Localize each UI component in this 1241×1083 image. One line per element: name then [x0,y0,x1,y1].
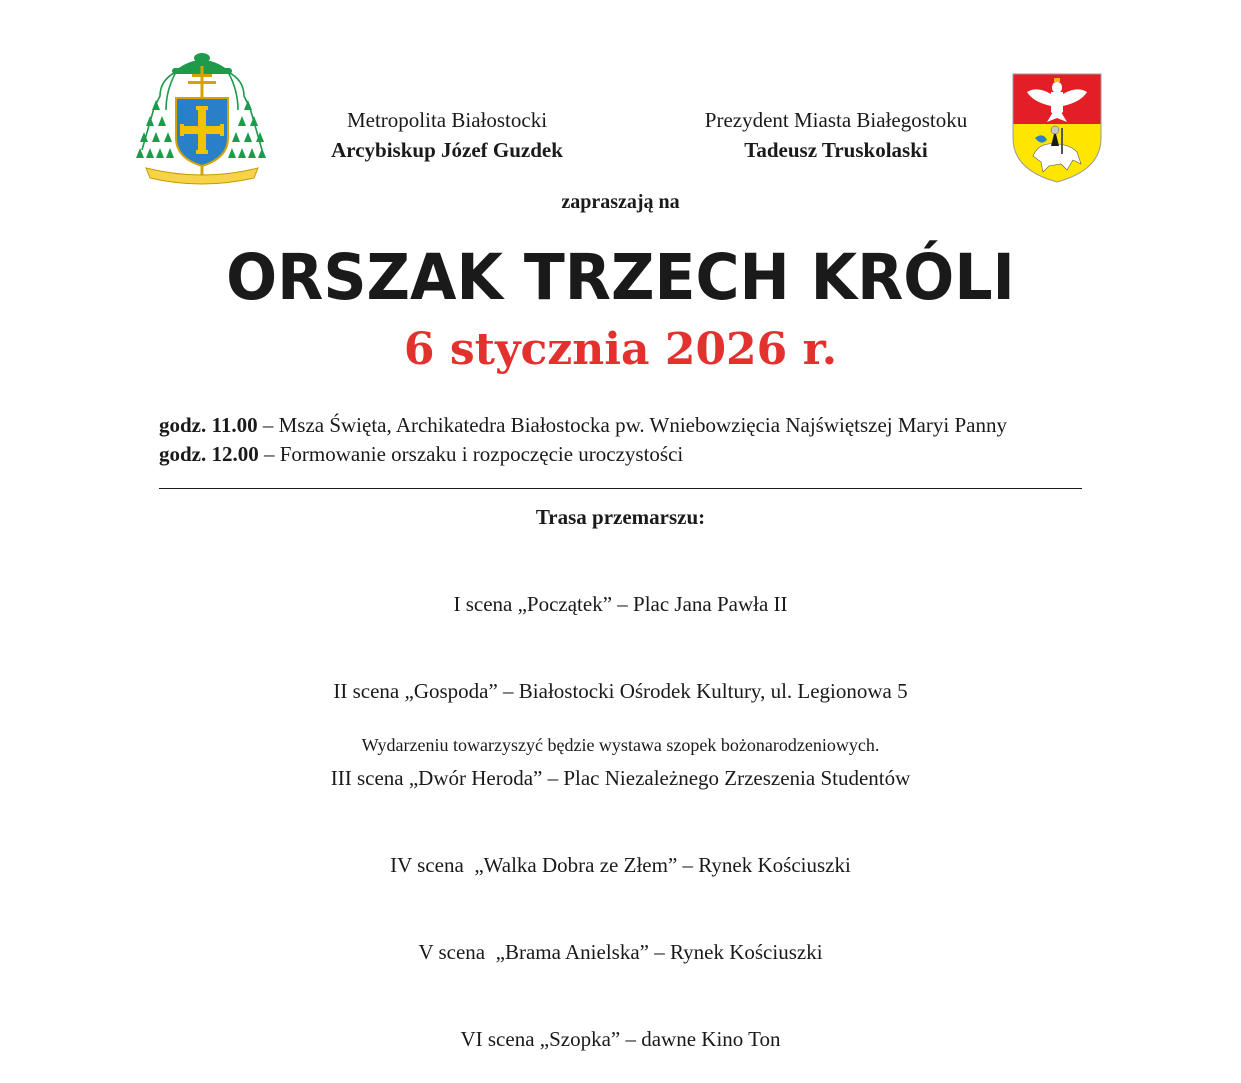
schedule-time: godz. 12.00 [159,442,259,466]
schedule-description: – Msza Święta, Archikatedra Białostocka pw. Wniebowzięcia Najświętszej Maryi Panny [257,413,1007,437]
host-mayor [660,105,1012,165]
route-stop: III scena „Dwór Heroda” – Plac Niezależnego Zrzeszenia Studentów [330,766,911,790]
event-title: ORSZAK TRZECH KRÓLI [226,241,1015,315]
route-stop: I scena „Początek” – Plac Jana Pawła II [453,592,788,616]
invitation-line: zapraszają na [561,191,680,213]
archbishop-coat-of-arms [136,50,268,190]
route-list [0,532,1241,1083]
route-stop: IV scena „Walka Dobra ze Złem” – Rynek Kościuszki [390,853,851,877]
host-mayor-name: Tadeusz Truskolaski [744,138,928,162]
schedule-time: godz. 11.00 [159,413,258,437]
route-title: Trasa przemarszu: [535,505,706,529]
footer-note: Wydarzeniu towarzyszyć będzie wystawa szopek bożonarodzeniowych. [361,735,880,755]
divider [159,488,1082,489]
schedule-description: – Formowanie orszaku i rozpoczęcie uroczystości [258,442,684,466]
host-archbishop-role: Metropolita Białostocki [346,108,548,132]
route-stop: VI scena „Szopka” – dawne Kino Ton [460,1027,781,1051]
event-date: 6 stycznia 2026 r. [403,324,838,375]
host-mayor-role: Prezydent Miasta Białegostoku [704,108,968,132]
schedule-item [159,440,1099,469]
schedule-item [159,411,1099,440]
host-archbishop [262,105,632,165]
bialystok-city-coat-of-arms [1011,72,1103,184]
host-archbishop-name: Arcybiskup Józef Guzdek [331,138,563,162]
route-stop: II scena „Gospoda” – Białostocki Ośrodek Kultury, ul. Legionowa 5 [333,679,908,703]
route-stop: V scena „Brama Anielska” – Rynek Kościuszki [418,940,823,964]
